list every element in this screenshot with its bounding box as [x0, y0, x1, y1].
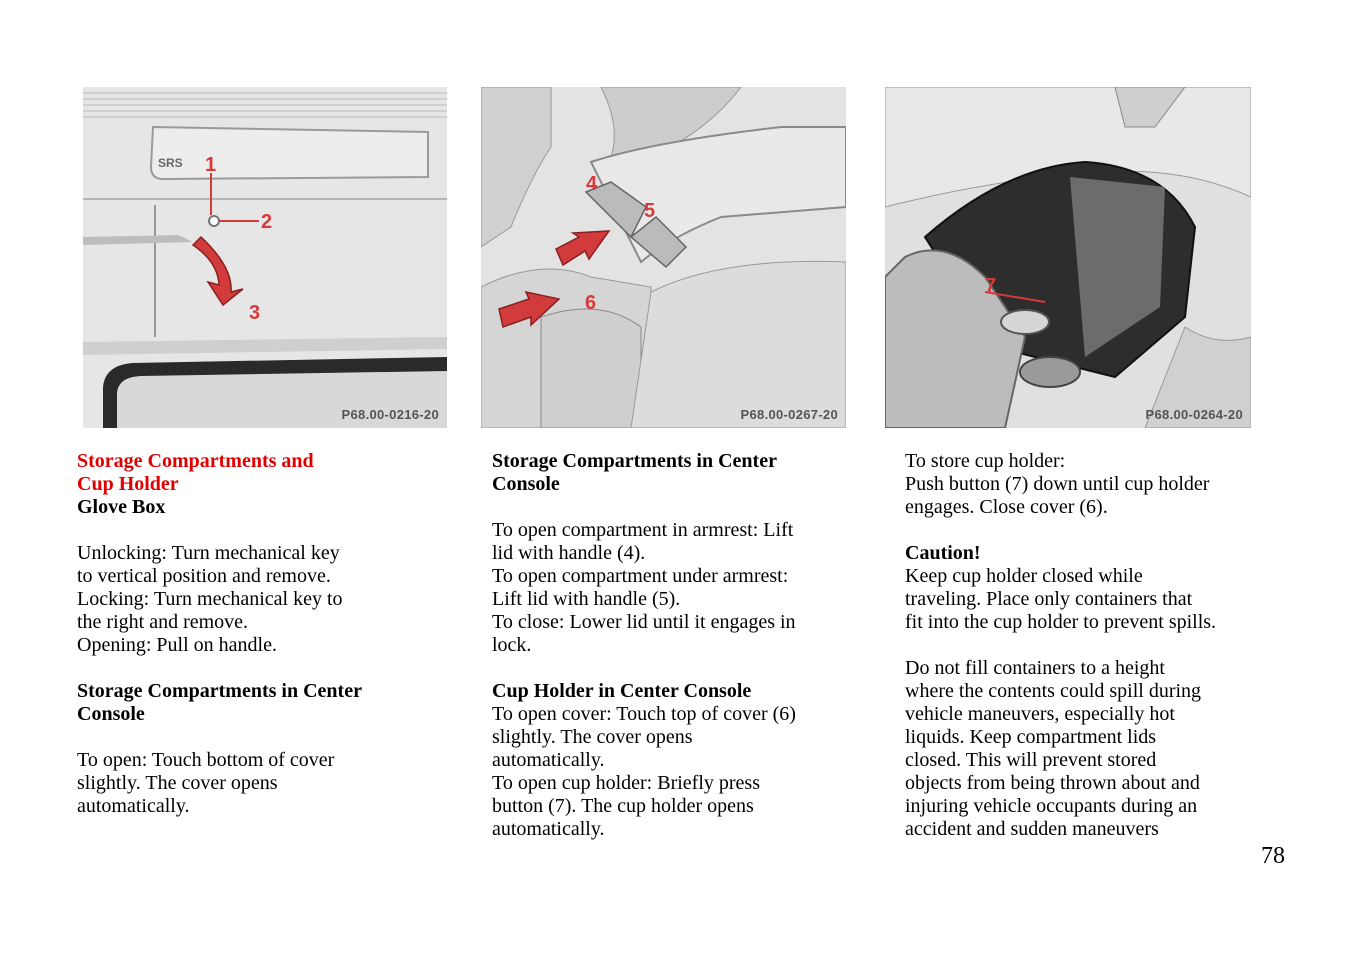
callout-2: 2 [261, 211, 273, 233]
cup-holder-heading: Cup Holder in Center Console [492, 680, 752, 702]
body-line: Push button (7) down until cup holder [905, 473, 1210, 495]
body-line: lock. [492, 634, 532, 656]
body-line: engages. Close cover (6). [905, 496, 1108, 518]
cup-holder-illustration [885, 87, 1251, 428]
body-line: injuring vehicle occupants during an [905, 795, 1198, 817]
body-line: Keep cup holder closed while [905, 565, 1143, 587]
body-line: traveling. Place only containers that [905, 588, 1193, 610]
body-line: automatically. [492, 749, 605, 771]
figure-cup-holder [885, 87, 1251, 428]
body-line: automatically. [77, 795, 190, 817]
body-line: to vertical position and remove. [77, 565, 331, 587]
body-line: automatically. [492, 818, 605, 840]
body-line: lid with handle (4). [492, 542, 646, 564]
body-line: where the contents could spill during [905, 680, 1202, 702]
text-column-1 [77, 450, 457, 818]
body-line: To open cup holder: Briefly press [492, 772, 760, 794]
text-column-3 [905, 450, 1285, 841]
page-number: 78 [1261, 843, 1285, 869]
glove-box-illustration [83, 87, 447, 428]
callout-3: 3 [249, 302, 261, 324]
callout-4: 4 [586, 173, 598, 195]
section-title-line-1: Storage Compartments and [77, 450, 314, 472]
body-line: Do not fill containers to a height [905, 657, 1165, 679]
text-column-2 [492, 450, 872, 841]
caution-heading: Caution! [905, 542, 981, 564]
body-line: Lift lid with handle (5). [492, 588, 681, 610]
body-line: To store cup holder: [905, 450, 1066, 472]
body-line: the right and remove. [77, 611, 249, 633]
body-line: Locking: Turn mechanical key to [77, 588, 343, 610]
center-console-heading-line-1: Storage Compartments in Center [77, 680, 362, 702]
section-title-line-2: Cup Holder [77, 473, 179, 495]
callout-1: 1 [205, 154, 217, 176]
figure-code: P68.00-0216-20 [341, 407, 439, 422]
body-line: liquids. Keep compartment lids [905, 726, 1157, 748]
body-line: accident and sudden maneuvers [905, 818, 1159, 840]
body-line: Unlocking: Turn mechanical key [77, 542, 340, 564]
center-console-heading-line-2: Console [77, 703, 145, 725]
body-line: To open cover: Touch top of cover (6) [492, 703, 796, 725]
body-line: To open compartment in armrest: Lift [492, 519, 794, 541]
figure-armrest [481, 87, 846, 428]
callout-6: 6 [585, 292, 597, 314]
body-line: slightly. The cover opens [77, 772, 278, 794]
body-line: To open: Touch bottom of cover [77, 749, 335, 771]
armrest-heading-line-1: Storage Compartments in Center [492, 450, 777, 472]
armrest-heading-line-2: Console [492, 473, 560, 495]
body-line: slightly. The cover opens [492, 726, 693, 748]
srs-label: SRS [158, 156, 183, 170]
body-line: To close: Lower lid until it engages in [492, 611, 796, 633]
figure-glove-box [83, 87, 447, 428]
body-line: fit into the cup holder to prevent spills. [905, 611, 1217, 633]
glove-box-heading: Glove Box [77, 496, 166, 518]
body-line: To open compartment under armrest: [492, 565, 789, 587]
callout-7: 7 [985, 275, 997, 297]
figure-code: P68.00-0267-20 [740, 407, 838, 422]
body-line: vehicle maneuvers, especially hot [905, 703, 1175, 725]
armrest-illustration [481, 87, 846, 428]
body-line: closed. This will prevent stored [905, 749, 1157, 771]
body-line: button (7). The cup holder opens [492, 795, 754, 817]
body-line: objects from being thrown about and [905, 772, 1200, 794]
figure-code: P68.00-0264-20 [1145, 407, 1243, 422]
body-line: Opening: Pull on handle. [77, 634, 277, 656]
callout-5: 5 [644, 200, 656, 222]
